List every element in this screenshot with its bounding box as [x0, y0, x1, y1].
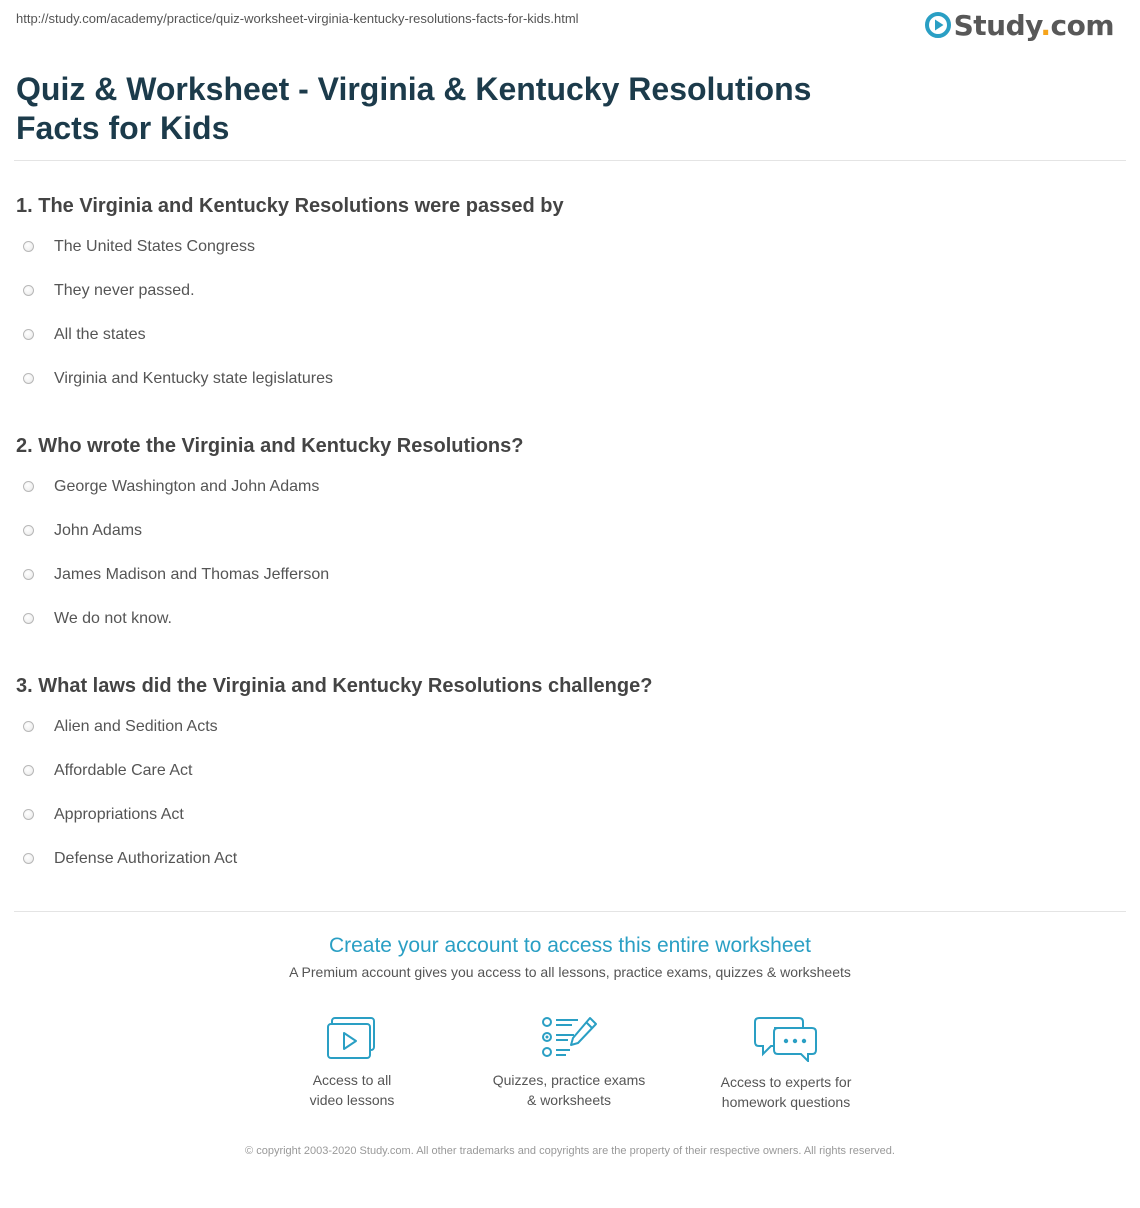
feature-label-line: video lessons [309, 1092, 395, 1108]
feature-label [686, 1072, 886, 1112]
answer-option[interactable] [16, 761, 1116, 805]
answer-label: The United States Congress [54, 238, 255, 255]
answer-option[interactable] [16, 521, 1116, 565]
answer-label: George Washington and John Adams [54, 478, 320, 495]
answer-options [16, 237, 1116, 413]
radio-button[interactable] [23, 329, 34, 340]
feature-video-lessons [252, 1016, 452, 1110]
feature-quizzes [469, 1016, 669, 1110]
answer-label: They never passed. [54, 282, 195, 299]
page-url: http://study.com/academy/practice/quiz-worksheet-virginia-kentucky-resolutions-facts-for-kids.html [16, 11, 579, 26]
answer-option[interactable] [16, 237, 1116, 281]
radio-button[interactable] [23, 765, 34, 776]
answer-label: Defense Authorization Act [54, 850, 238, 867]
radio-button[interactable] [23, 721, 34, 732]
feature-label [252, 1070, 452, 1110]
feature-label-line: Access to all [312, 1072, 392, 1088]
answer-options [16, 477, 1116, 653]
question-1 [16, 194, 1116, 413]
radio-button[interactable] [23, 809, 34, 820]
question-text: 1. The Virginia and Kentucky Resolutions were passed by [16, 195, 564, 217]
question-text: 3. What laws did the Virginia and Kentucky Resolutions challenge? [16, 675, 653, 697]
answer-option[interactable] [16, 565, 1116, 609]
radio-button[interactable] [23, 241, 34, 252]
feature-label-line: homework questions [721, 1094, 851, 1110]
answer-option[interactable] [16, 849, 1116, 893]
answer-option[interactable] [16, 805, 1116, 849]
feature-label-line: Access to experts for [720, 1074, 852, 1090]
radio-button[interactable] [23, 853, 34, 864]
radio-button[interactable] [23, 525, 34, 536]
radio-button[interactable] [23, 613, 34, 624]
logo-text-tld: com [1050, 8, 1114, 42]
copyright-notice [0, 1143, 1140, 1160]
answer-label: James Madison and Thomas Jefferson [54, 566, 330, 583]
question-3 [16, 674, 1116, 893]
question-text: 2. Who wrote the Virginia and Kentucky Resolutions? [16, 435, 524, 457]
answer-label: Virginia and Kentucky state legislatures [54, 370, 333, 387]
answer-option[interactable] [16, 717, 1116, 761]
title-divider [14, 160, 1126, 161]
feature-label-line: & worksheets [526, 1092, 612, 1108]
feature-experts [686, 1016, 886, 1112]
page-title: Quiz & Worksheet - Virginia & Kentucky Resolutions Facts for Kids [16, 71, 812, 146]
create-account-link[interactable]: Create your account to access this entire worksheet [328, 934, 812, 957]
cta-subtitle: A Premium account gives you access to all lessons, practice exams, quizzes & worksheets [289, 964, 851, 980]
chat-bubbles-icon [754, 1016, 818, 1062]
answer-option[interactable] [16, 325, 1116, 369]
radio-button[interactable] [23, 373, 34, 384]
play-circle-icon [925, 12, 951, 38]
logo-text-main: Study [953, 8, 1041, 42]
answer-label: Affordable Care Act [54, 762, 193, 779]
answer-option[interactable] [16, 477, 1116, 521]
answer-label: All the states [54, 326, 146, 343]
answer-option[interactable] [16, 609, 1116, 653]
feature-label-line: Quizzes, practice exams [492, 1072, 646, 1088]
copyright-text: © copyright 2003-2020 Study.com. All other trademarks and copyrights are the property of their respective owners. All rights reserved. [245, 1145, 895, 1157]
cta-divider [14, 911, 1126, 912]
logo-text [954, 9, 1114, 42]
quiz-checklist-icon [540, 1016, 598, 1060]
answer-label: John Adams [54, 522, 143, 539]
radio-button[interactable] [23, 481, 34, 492]
answer-options [16, 717, 1116, 893]
study-logo[interactable] [925, 8, 1114, 42]
answer-label: Alien and Sedition Acts [54, 718, 218, 735]
logo-text-dot: . [1040, 8, 1051, 42]
answer-option[interactable] [16, 281, 1116, 325]
radio-button[interactable] [23, 285, 34, 296]
answer-option[interactable] [16, 369, 1116, 413]
answer-label: Appropriations Act [54, 806, 184, 823]
answer-label: We do not know. [54, 610, 172, 627]
question-2 [16, 434, 1116, 653]
video-lessons-icon [326, 1016, 378, 1060]
feature-label [469, 1070, 669, 1110]
radio-button[interactable] [23, 569, 34, 580]
